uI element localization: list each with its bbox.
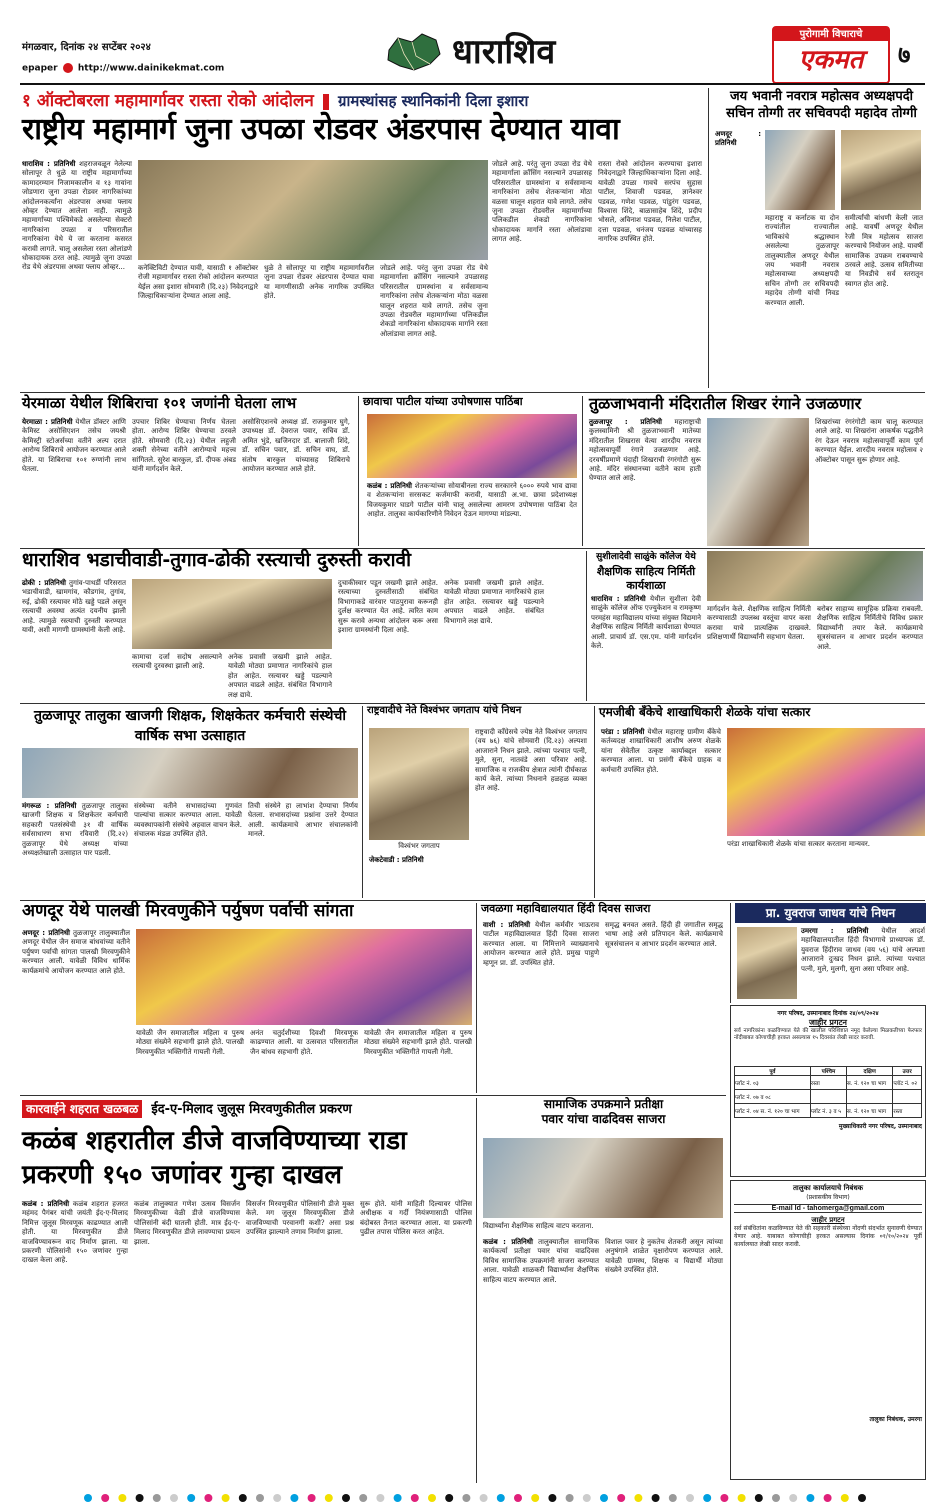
hindi-col1 xyxy=(483,921,602,1093)
nidhan-portrait xyxy=(369,728,469,840)
sushila-body xyxy=(591,595,704,685)
notice-subtitle: नगर परिषद, उस्मानाबाद दिनांक २४/०९/२०२४ xyxy=(777,1010,879,1017)
dj-col2: कळंब तालुक्यात गणेश उत्सव विसर्जन मिरवणुकीच्या वेळी डीजे वाजविण्यास पोलिसांनी बंदी घातली होती. मात्र ईद-ए-मिलाद मिरवणुकीत डीजे लावण्याचा प्रयत्न झाला. xyxy=(134,1200,243,1246)
staff-headline: तुळजापूर तालुका खाजगी शिक्षक, शिक्षकेतर कर्मचारी संस्थेची वार्षिक सभा उत्साहात xyxy=(34,708,346,744)
hindi-col2: समृद्ध बनवत असते. हिंदी ही जगातील समृद्ध भाषा आहे असे प्रतिपादन केले. कार्यक्रमाचे सूत्रसंचालन व आभार प्रदर्शन करण्यात आले. xyxy=(605,921,726,948)
navaratri-intro xyxy=(715,130,764,220)
sushila-story xyxy=(586,551,926,701)
paper-name: एकमत xyxy=(798,45,864,75)
sushila-byline: धाराशिव : प्रतिनिधी xyxy=(591,595,646,603)
navaratri-headline: जय भवानी नवरात्र महोत्सव अध्यक्षपदी सचिन तोग्गी तर सचिवपदी महादेव तोग्गी xyxy=(726,89,917,121)
chhava-headline: छावाचा पाटील यांच्या उपोषणास पाठिंबा xyxy=(363,395,523,408)
kicker-separator xyxy=(323,94,329,110)
dj-kicker-red: कारवाईने शहरात खळबळ xyxy=(22,1100,142,1118)
registration-dot xyxy=(308,1494,316,1502)
table-cell: रस्ता xyxy=(893,1104,922,1118)
registration-dot xyxy=(325,1494,333,1502)
lead-kicker-blue: ग्रामस्थांसह स्थानिकांनी दिला इशारा xyxy=(338,92,529,110)
registration-dot xyxy=(652,1494,660,1502)
pawar-caption: विद्यार्थ्यांना शैक्षणिक साहित्य वाटप करताना. xyxy=(483,1222,594,1230)
registration-dot xyxy=(342,1494,350,1502)
dj-byline: कळंब : प्रतिनिधी xyxy=(22,1200,70,1208)
registration-dot xyxy=(273,1494,281,1502)
table-cell: स. नं. १२० चा भाग xyxy=(846,1104,892,1118)
bank-photo xyxy=(727,728,925,836)
bank-body xyxy=(601,728,724,898)
road-caption: कामाचा दर्जा सदोष असल्याने रस्त्याची दुरवस्था झाली आहे. xyxy=(132,653,225,671)
masthead xyxy=(0,0,945,82)
yermala-col1-text: येथील डॉक्टर आणि केमिस्ट असोसिएशन तसेच जयश्री केमिस्ट्री स्टोअर्सच्या वतीने अल्प दरात आरोग्य शिबिराचे आयोजन करण्यात आले होते. या शिबिराचा १०१ रुग्णांनी लाभ घेतला. xyxy=(22,418,129,474)
public-notice xyxy=(730,1005,926,1177)
pawar-col1 xyxy=(483,1238,602,1483)
palkhi-col3: अनंत चतुर्दशीच्या दिवशी मिरवणूक काढण्यात आली. या उत्सवात परिसरातील जैन बांधव सहभागी होते. xyxy=(250,1029,361,1056)
navaratri-photo-1 xyxy=(765,130,835,210)
sushila-body-text: येथील सुशीला देवी साळुंके कॉलेज ऑफ एज्युकेशन व रामकृष्ण परमहंस महाविद्यालय यांच्या संयुक्त विद्यमाने शैक्षणिक साहित्य निर्मिती कार्यशाळा घेण्यात आली. प्राचार्य डॉ. एस.एम. यांनी मार्गदर्शन केले. xyxy=(591,595,704,651)
registration-dot xyxy=(118,1494,126,1502)
registration-dot xyxy=(824,1494,832,1502)
lead-col1 xyxy=(22,160,135,390)
chhava-byline: कळंब : प्रतिनिधी xyxy=(367,482,412,490)
registration-dot xyxy=(617,1494,625,1502)
registration-dot xyxy=(256,1494,264,1502)
road-byline: ढोकी : प्रतिनिधी xyxy=(22,579,66,587)
dj-kicker xyxy=(22,1098,472,1120)
nidhan-headline: राष्ट्रवादीचे नेते विश्वंभर जगताप यांचे निधन xyxy=(367,705,522,716)
hindi-headline: जवळगा महाविद्यालयात हिंदी दिवस साजरा xyxy=(481,902,651,915)
road-col4: अनेक प्रवासी जखमी झाले आहेत. यावेळी मोठ्या प्रमाणात नागरिकांचे हाल होत आहेत. रस्त्यावर खड्डे पडल्याने अपघात वाढले आहेत. संबंधित विभागाने लक्ष द्यावे. xyxy=(444,579,547,625)
dj-headline: कळंब शहरातील डीजे वाजविण्याच्या राडा प्रकरणी १५० जणांवर गुन्हा दाखल xyxy=(22,1126,407,1190)
table-cell: प्लॉट नं. ०७ व ०८ xyxy=(735,1090,811,1104)
staff-story xyxy=(22,706,361,898)
staff-col1 xyxy=(22,802,131,898)
lead-col4: रास्ता रोको आंदोलन करण्याचा इशारा निवेदनाद्वारे जिल्हाधिकाऱ्यांना दिला आहे. यावेळी उपळा गावचे सरपंच सुहास पाटील, शिवाजी पडवळ, ज्ञानेश्वर पडवळ, गणेश पडवळ, पांडुरंग पडवळ, विश्वास शिंदे, बाळासाहेब शिंदे, प्रदीप भोसले, अविनाश पडवळ, निलेश पाटील, दत्ता पडवळ, धनंजय पडवळ यांच्यासह नागरिक उपस्थित होते. xyxy=(598,160,705,244)
yermala-col1 xyxy=(22,418,129,546)
notice-col-south: दक्षिण xyxy=(846,1067,892,1076)
tender-subtitle: (प्रशासकीय विभाग) xyxy=(806,1194,850,1201)
lead-kicker-red: १ ऑक्टोबरला महामार्गावर रास्ता रोको आंदोलन xyxy=(22,91,314,111)
globe-icon xyxy=(63,63,73,73)
staff-col2: संस्थेच्या वतीने सभासदांच्या गुणवंत पाल्यांचा सत्कार करण्यात आला. यावेळी व्यवस्थापकांनी संस्थेचे अहवाल वाचन केले. संचालक मंडळ उपस्थित होते. xyxy=(134,802,245,839)
date-line: मंगळवार, दिनांक २४ सप्टेंबर २०२४ xyxy=(22,42,151,53)
notice-body: सर्व नागरिकांना कळविण्यात येते की खालील परिशिष्टात नमूद केलेल्या मिळकतीच्या फेरफार नोंदीबाबत कोणाचीही हरकत असल्यास १५ दिवसांत लेखी सादर करावी. xyxy=(734,1028,924,1041)
tulja-headline: तुळजाभवानी मंदिरातील शिखर रंगाने उजळणार xyxy=(589,394,862,413)
palkhi-photo xyxy=(136,929,472,1025)
road-story xyxy=(22,551,582,701)
dj-col1-text: कळंब शहरात हजरत महंमद पैगंबर यांची जयंती ईद-ए-मिलाद निमित्त जुलूस मिरवणूक काढण्यात आली होती. या मिरवणुकीत डीजे वाजविण्यावरून वाद निर्माण झाला. या प्रकरणी पोलिसांनी १५० जणांवर गुन्हा दाखल केला आहे. xyxy=(22,1200,131,1265)
registration-dot xyxy=(411,1494,419,1502)
tulja-temple-photo xyxy=(707,418,809,546)
bank-headline: एमजीबी बँकेचे शाखाधिकारी शेळके यांचा सत्कार xyxy=(599,705,811,719)
epaper-label: epaper xyxy=(22,63,58,74)
staff-col1-text: तुळजापूर तालुका खाजगी शिक्षक व शिक्षकेतर कर्मचारी सहकारी पतसंस्थेची ३१ वी वार्षिक सर्वसाधारण सभा रविवारी (दि.२२) तुळजापूर येथे अध्यक्ष यांच्या अध्यक्षतेखाली उत्साहात पार पडली. xyxy=(22,802,131,858)
palkhi-col1 xyxy=(22,929,133,1093)
nidhan-byline-wrap xyxy=(369,856,469,898)
staff-byline: मंगरूळ : प्रतिनिधी xyxy=(22,802,77,810)
pawar-headline: पवार यांचा वाढदिवस साजरा xyxy=(541,1111,666,1126)
tender-email: E-mail Id - tahomerga@gmail.com xyxy=(734,1204,922,1213)
registration-dot xyxy=(462,1494,470,1502)
registration-dot xyxy=(789,1494,797,1502)
tender-notice xyxy=(730,1180,926,1480)
tender-heading: जाहीर प्रगटन xyxy=(811,1216,845,1224)
pawar-photo xyxy=(483,1138,723,1218)
jadhav-body-text: येथील आदर्श महाविद्यालयातील हिंदी विभागाचे प्राध्यापक डॉ. युवराज हिंदीराव जाधव (वय ५६) यांचे अल्पशा आजाराने दुःखद निधन झाले. त्यांच्या पश्चात पत्नी, मुले, मुलगी, सुना असा परिवार आहे. xyxy=(801,927,928,973)
registration-dot xyxy=(101,1494,109,1502)
road-col2: अनेक प्रवासी जखमी झाले आहेत. यावेळी मोठ्या प्रमाणात नागरिकांचे हाल होत आहेत. रस्त्यावर खड्डे पडल्याने अपघात वाढले आहेत. संबंधित विभागाने लक्ष द्यावे. xyxy=(228,653,335,699)
lead-kicker xyxy=(22,88,702,112)
road-col3: दुचाकीस्वार पडून जखमी झाले आहेत. रस्त्याच्या दुरुस्तीसाठी संबंधित विभागाकडे वारंवार पाठपुरावा करूनही दुर्लक्ष करण्यात येत आहे. त्वरित काम सुरू करावे अन्यथा आंदोलन करू असा इशारा ग्रामस्थांनी दिला आहे. xyxy=(338,579,441,635)
registration-dot xyxy=(566,1494,574,1502)
pawar-col2: विशाल पवार हे नुकतेच शेतकरी असून त्यांच्या अनुषंगाने शाळेत वृक्षारोपण करण्यात आले. यावेळी ग्रामस्थ, शिक्षक व विद्यार्थी मोठ्या संख्येने उपस्थित होते. xyxy=(605,1238,726,1275)
tulja-byline: तुळजापूर : प्रतिनिधी xyxy=(589,418,662,426)
bank-byline: परंडा : प्रतिनिधी xyxy=(601,728,645,736)
sushila-kicker: सुशीलादेवी साळुंके कॉलेज येथे xyxy=(596,552,696,562)
registration-dot xyxy=(858,1494,866,1502)
palkhi-story xyxy=(22,901,475,1093)
table-cell: प्लॉट नं. ०२ xyxy=(893,1076,922,1090)
registration-dot xyxy=(583,1494,591,1502)
palkhi-headline: अणदूर येथे पालखी मिरवणुकीने पर्युषण पर्वाची सांगता xyxy=(22,901,354,921)
tulja-story xyxy=(582,396,927,546)
palkhi-col1-text: तुळजापूर तालुक्यातील अणदूर येथील जैन समाज बांधवांच्या वतीने पर्युषण पर्वाची सांगता पालखी मिरवणुकीने करण्यात आली. यावेळी विविध धार्मिक कार्यक्रमांचे आयोजन करण्यात आले होते. xyxy=(22,929,133,975)
tender-title: तालुका कार्यालयाचे निबंधक xyxy=(792,1184,864,1192)
notice-col-north: उत्तर xyxy=(893,1067,922,1076)
jadhav-portrait xyxy=(737,927,797,999)
chhava-story xyxy=(358,395,580,546)
chhava-body xyxy=(367,482,580,546)
district-map-icon xyxy=(384,30,444,74)
registration-dot xyxy=(153,1494,161,1502)
lead-col1-text: शहराजवळून नेलेल्या सोलापूर ते धुळे या राष्ट्रीय महामार्गाच्या कामादरम्यान निजामकालीन व १३ गावांना जोडणारा जुना उपळा रोडवर नागरिकांच्या आंदोलनकर्त्यांना अंडरपास अथवा फ्लाय ओव्हर देण्यात आलेला नाही. त्यामुळे महामार्गाच्या पश्चिमेकडे असलेल्या सेक्टरो नागरिकांना उपळा व परिसरातील नागरिकांना येथे ये जा करताना कसरत करावी लागते. चालू असलेला रस्ता ओलांडणे धोकादायक ठरत आहे. त्यामुळे जुना उपळा रोड येथे अंडरपास अथवा फ्लाय ओव्हर... xyxy=(22,160,135,272)
table-cell xyxy=(810,1090,846,1104)
sushila-headline: शैक्षणिक साहित्य निर्मिती कार्यशाळा xyxy=(596,565,696,592)
dj-story xyxy=(22,1098,475,1483)
registration-dot xyxy=(841,1494,849,1502)
jadhav-story xyxy=(730,903,926,1003)
lead-article xyxy=(22,160,705,390)
yermala-byline: येरमाळा : प्रतिनिधी xyxy=(22,418,73,426)
table-cell: प्लॉट नं. ०३ xyxy=(735,1076,811,1090)
dj-col3: विसर्जन मिरवणुकीत पोलिसांनी डीजे मुक्त केले. मग जुलूस मिरवणुकीला डीजे वाजविण्याची परवानगी कशी? असा प्रश्न उपस्थित झाल्याने तणाव निर्माण झाला. xyxy=(246,1200,357,1237)
registration-dot xyxy=(187,1494,195,1502)
lead-caption-2: कनेक्टिविटी देण्यात यावी, यासाठी १ ऑक्टोबर रोजी महामार्गावर रास्ता रोको आंदोलन करण्यात येईल असा इशारा सोमवारी (दि.२३) निवेदनाद्वारे जिल्हाधिकाऱ्यांना देण्यात आला आहे. xyxy=(138,264,261,301)
chhava-body-text: शेतकऱ्यांच्या सोयाबीनला राज्य सरकारने ६००० रुपये भाव द्यावा व शेतकऱ्यांना सरसकट कर्जमाफी करावी, यासाठी अ.भा. छावा प्रदेशाध्यक्ष विजयकुमार घाडगे पाटील यांनी चालू असलेल्या आमरण उपोषणास पाठिंबा देत आहोत. तालुका कार्यकारिणीने निवेदन देऊन मागण्या मांडल्या. xyxy=(367,482,580,519)
road-col1 xyxy=(22,579,129,701)
registration-dot xyxy=(84,1494,92,1502)
dj-kicker-text: ईद-ए-मिलाद जुलूस मिरवणुकीतील प्रकरण xyxy=(151,1102,352,1117)
navaratri-byline: अणदूर : प्रतिनिधी xyxy=(715,130,764,148)
lead-headline: राष्ट्रीय महामार्ग जुना उपळा रोडवर अंडरपास देण्यात यावा xyxy=(22,112,620,147)
hindi-story xyxy=(476,903,726,1093)
lead-photo xyxy=(138,160,488,260)
color-registration-bar xyxy=(80,1488,880,1498)
paper-logo xyxy=(772,26,890,84)
registration-dot xyxy=(239,1494,247,1502)
registration-dot xyxy=(531,1494,539,1502)
palkhi-byline: अणदूर : प्रतिनिधी xyxy=(22,929,70,937)
registration-dot xyxy=(548,1494,556,1502)
tender-body: सर्व संबंधितांना कळविण्यात येते की सहकारी संस्थेच्या नोंदणी संदर्भात सुनावणी घेण्यात येणार आहे. याबाबत कोणाचीही हरकत असल्यास दिनांक ०१/१०/२०२४ पूर्वी कार्यालयात लेखी सादर करावी. xyxy=(734,1225,924,1248)
yermala-col3: असोसिएशनचे अध्यक्ष डॉ. राजकुमार घुगे, उपाध्यक्ष डॉ. देवराज पवार, सचिव डॉ. अमित भुंडे, खजिनदार डॉ. बालाजी शिंदे, डॉ. सचिन पवार, डॉ. सचिन वाघ, डॉ. संतोष बारकुल यांच्यासह शिबिराचे आयोजन करण्यात आले होते. xyxy=(242,418,353,474)
registration-dot xyxy=(394,1494,402,1502)
registration-dot xyxy=(703,1494,711,1502)
table-row xyxy=(735,1090,922,1104)
notice-col-east: पूर्व xyxy=(735,1067,811,1076)
registration-dot xyxy=(222,1494,230,1502)
table-cell: रस्ता xyxy=(810,1076,846,1090)
lead-col3: जोडले आहे. परंतु जुना उपळा रोड येथे महामार्गाला क्रॉसिंग नसल्याने उपळासह परिसरातील ग्रामस्थांना व सर्वसामान्य नागरिकांना तसेच शेतकऱ्यांना मोठा वळसा घालून शहरात यावे लागते. तसेच जुना उपळा रोडवरील महामार्गाच्या पलिकडील शेकडो नागरिकांना धोकादायक मार्गाने रस्ता ओलांडावा लागत आहे. xyxy=(492,160,595,244)
bank-caption: परंडा शाखाधिकारी शेळके यांचा सत्कार करताना मान्यवर. xyxy=(727,840,870,848)
palkhi-col4: यावेळी जैन समाजातील महिला व पुरुष मोठ्या संख्येने सहभागी झाले होते. पालखी मिरवणुकीत भक्तिगीते गायली गेली. xyxy=(364,1029,475,1056)
registration-dot xyxy=(428,1494,436,1502)
page-number: ७ xyxy=(898,41,911,69)
road-col1-text: तुगांव-पाथर्डी परिसरात भडाचीवाडी, खामगांव, कौडगांव, तुगांव, रुई, ढोकी रस्त्यावर मोठे खड्डे पडले असून रस्त्याची अवस्था अत्यंत दयनीय झाली आहे. त्यामुळे रस्त्याची दुरुस्ती करण्यात यावी, अशी मागणी ग्रामस्थांनी केली आहे. xyxy=(22,579,129,635)
registration-dot xyxy=(772,1494,780,1502)
palkhi-col2: यावेळी जैन समाजातील महिला व पुरुष मोठ्या संख्येने सहभागी झाले होते. पालखी मिरवणुकीत भक्तिगीते गायली गेली. xyxy=(136,1029,247,1056)
table-cell: प्लॉट नं. ३ व ५ xyxy=(810,1104,846,1118)
registration-dot xyxy=(806,1494,814,1502)
table-row xyxy=(735,1076,922,1090)
navaratri-col2: समीर्त्यांची बांधणी केली जात आहे. यावर्षी अणदूर येथील रेजी मित्र महोत्सव साजरा करण्याचे नियोजन आहे. यावर्षी सामाजिक उपक्रम राबवण्याचे ठरवले आहे. उत्सव समितीच्या या निवडीचे सर्व स्तरातून स्वागत होत आहे. xyxy=(845,214,926,288)
registration-dot xyxy=(376,1494,384,1502)
registration-dot xyxy=(204,1494,212,1502)
tender-sign: तालुका निबंधक, उमरगा xyxy=(869,1416,922,1423)
staff-col3: तिची संस्थेने हा लाभांश देण्याचा निर्णय घेतला. सभासदांच्या प्रश्नांना उत्तरे देण्यात आली. कार्यक्रमाचे आभार संचालकांनी मानले. xyxy=(248,802,361,839)
hindi-byline: वाशी : प्रतिनिधी xyxy=(483,921,531,929)
notice-title: जाहीर प्रगटन xyxy=(809,1018,847,1027)
lead-caption: धुळे ते सोलापूर या राष्ट्रीय महामार्गावरील जुना उपळा रोडवर अंडरपास देण्यात यावा या मागणीसाठी अनेक नागरिक उपस्थित होते. xyxy=(264,264,377,301)
sushila-col3: बरोबर साहाय्य सामूहिक प्रक्रिया राबवली. शैक्षणिक साहित्य निर्मितीचे विविध प्रकार विद्यार्थ्यांनी तयार केले. कार्यक्रमाचे सूत्रसंचालन व आभार प्रदर्शन करण्यात आले. xyxy=(817,605,926,651)
epaper-line xyxy=(22,63,224,74)
navaratri-photo-2 xyxy=(841,130,921,210)
sushila-photo xyxy=(707,551,923,601)
jadhav-byline: उमरगा : प्रतिनिधी xyxy=(801,927,869,935)
registration-dot xyxy=(359,1494,367,1502)
registration-dot xyxy=(170,1494,178,1502)
registration-dot xyxy=(497,1494,505,1502)
nidhan-byline: जेकटेवाडी : प्रतिनिधी xyxy=(369,856,424,864)
registration-dot xyxy=(738,1494,746,1502)
table-cell xyxy=(846,1090,892,1104)
table-row xyxy=(735,1104,922,1118)
jadhav-headline: प्रा. युवराज जाधव यांचे निधन xyxy=(735,903,926,923)
notice-table xyxy=(734,1066,922,1118)
road-photo xyxy=(132,579,332,649)
jadhav-body xyxy=(801,927,928,1003)
pawar-body-text: तालुक्यातील सामाजिक कार्यकर्त्या प्रतीक्षा पवार यांचा वाढदिवस विविध सामाजिक उपक्रमांनी साजरा करण्यात आला. यावेळी शाळकरी विद्यार्थ्यांना शैक्षणिक साहित्य वाटप करण्यात आले. xyxy=(483,1238,602,1284)
bank-story xyxy=(594,706,926,898)
registration-dot xyxy=(720,1494,728,1502)
tulja-col1-text: महाराष्ट्राची कुलस्वामिनी श्री तुळजाभवानी मातेच्या मंदिरातील शिखरास येत्या शारदीय नवरात्र महोत्सवापूर्वी रंगाने उजळणार आहे. दरवर्षीप्रमाणे यंदाही शिखराची रंगरंगोटी सुरू आहे. मंदिर संस्थानच्या वतीने काम हाती घेण्यात आले आहे. xyxy=(589,418,704,483)
nidhan-body: राष्ट्रवादी काँग्रेसचे ज्येष्ठ नेते विश्वंभर जगताप (वय ७६) यांचे सोमवारी (दि.२३) अल्पशा आजाराने निधन झाले. त्यांच्या पश्चात पत्नी, मुले, सुना, नातवंडे असा परिवार आहे. सामाजिक व राजकीय क्षेत्रात त्यांनी दीर्घकाळ कार्य केले. त्यांच्या निधनाने हळहळ व्यक्त होत आहे. xyxy=(475,728,590,793)
yermala-col2: उपचार शिबिर घेण्याचा निर्णय घेतला होता. आरोग्य शिबिर घेण्याचा ठरवले होते. सोमवारी (दि.२३) येथील लहुजी शक्ती सेनेच्या वतीने आरोग्याचे महत्त्व सांगितले. सुरेश बारकुल, डॉ. दीपक अंबड यांनी मार्गदर्शन केले. xyxy=(132,418,239,474)
lead-byline: धाराशिव : प्रतिनिधी xyxy=(22,160,76,168)
tulja-col1 xyxy=(589,418,704,546)
website-link[interactable]: http://www.dainikekmat.com xyxy=(77,63,225,74)
registration-dot xyxy=(600,1494,608,1502)
registration-dot xyxy=(136,1494,144,1502)
section-title: धाराशिव xyxy=(452,32,556,72)
registration-dot xyxy=(634,1494,642,1502)
paper-tagline: पुरोगामी विचाराचे xyxy=(774,28,888,41)
registration-dot xyxy=(669,1494,677,1502)
sushila-col2: मार्गदर्शन केले. शैक्षणिक साहित्य निर्मिती करण्यासाठी उपलब्ध वस्तूंचा वापर कसा करावा याचे प्रात्यक्षिक दाखवले. प्रशिक्षणार्थी विद्यार्थ्यांनी सहभाग घेतला. xyxy=(707,605,814,642)
table-cell xyxy=(893,1090,922,1104)
hindi-col1-text: येथील कर्मवीर भाऊराव पाटील महाविद्यालयात हिंदी दिवस साजरा करण्यात आला. या निमित्ताने व्याख्यानाचे आयोजन करण्यात आले होते. प्रमुख पाहुणे म्हणून प्रा. डॉ. उपस्थित होते. xyxy=(483,921,602,967)
nidhan-story xyxy=(362,706,590,898)
yermala-story xyxy=(22,396,352,546)
navaratri-col1: महाराष्ट्र व कर्नाटक या दोन राज्यांतील राज्यातील भाविकांचे श्रद्धास्थान असलेल्या तुळजापूर तालुक्यातील अणदूर येथील जय भवानी नवरात्र महोत्सवाच्या अध्यक्षपदी सचिन तोग्गी तर सचिवपदी महादेव तोग्गी यांची निवड करण्यात आली. xyxy=(765,214,842,307)
pawar-byline: कळंब : प्रतिनिधी xyxy=(483,1238,533,1246)
dj-col1 xyxy=(22,1200,131,1483)
pawar-story xyxy=(476,1098,726,1483)
nidhan-caption: विश्वंभर जगताप xyxy=(398,842,440,850)
tulja-col2: शिखरांच्या रंगरंगोटी काम चालू करण्यात आले आहे. या शिखरांना आकर्षक पद्धतीने रंग देऊन नवरात्र महोत्सवापूर्वी काम पूर्ण करण्यात येईल. शारदीय नवरात्र महोत्सव २ ऑक्टोबर पासून सुरू होणार आहे. xyxy=(815,418,926,464)
registration-dot xyxy=(755,1494,763,1502)
pawar-kicker: सामाजिक उपक्रमाने प्रतीक्षा xyxy=(543,1097,664,1111)
chhava-photo xyxy=(367,414,577,478)
road-headline: धाराशिव भडाचीवाडी-तुगाव-ढोकी रस्त्याची दुरुस्ती करावी xyxy=(22,549,412,571)
table-cell: स. नं. १२० चा भाग xyxy=(846,1076,892,1090)
registration-dot xyxy=(480,1494,488,1502)
yermala-headline: येरमाळा येथील शिबिराचा १०१ जणांनी घेतला लाभ xyxy=(22,394,297,412)
notice-col-west: पश्चिम xyxy=(810,1067,846,1076)
table-cell: प्लॉट नं. ०४ स. नं. १२० चा भाग xyxy=(735,1104,811,1118)
notice-footer: मुख्याधिकारी नगर परिषद, उस्मानाबाद xyxy=(838,1123,922,1130)
registration-dot xyxy=(445,1494,453,1502)
bank-body-text: येथील महाराष्ट्र ग्रामीण बँकेचे कर्तव्यदक्ष शाखाधिकारी आशीष अरुण शेळके यांना सेवेतील उत्कृष्ट कार्याबद्दल सत्कार करण्यात आला. या प्रसंगी बँकेचे ग्राहक व कर्मचारी उपस्थित होते. xyxy=(601,728,724,774)
registration-dot xyxy=(514,1494,522,1502)
staff-photo xyxy=(22,748,358,798)
registration-dot xyxy=(290,1494,298,1502)
lead-col2: जोडले आहे. परंतु जुना उपळा रोड येथे महामार्गाला क्रॉसिंग नसल्याने उपळासह परिसरातील ग्रामस्थांना व सर्वसामान्य नागरिकांना तसेच शेतकऱ्यांना मोठा वळसा घालून शहरात यावे लागते. तसेच जुना उपळा रोडवरील महामार्गाच्या पलिकडील शेकडो नागरिकांना धोकादायक मार्गाने रस्ता ओलांडावा लागत आहे. xyxy=(380,264,491,338)
navaratri-story xyxy=(708,88,928,388)
registration-dot xyxy=(686,1494,694,1502)
dj-col4: सुरू होते. यांनी माहिती दिल्यावर पोलिस अधीक्षक व गर्दी नियंत्रणासाठी पोलिस बंदोबस्त तैनात करण्यात आला. या प्रकरणी पुढील तपास पोलिस करत आहेत. xyxy=(360,1200,475,1237)
